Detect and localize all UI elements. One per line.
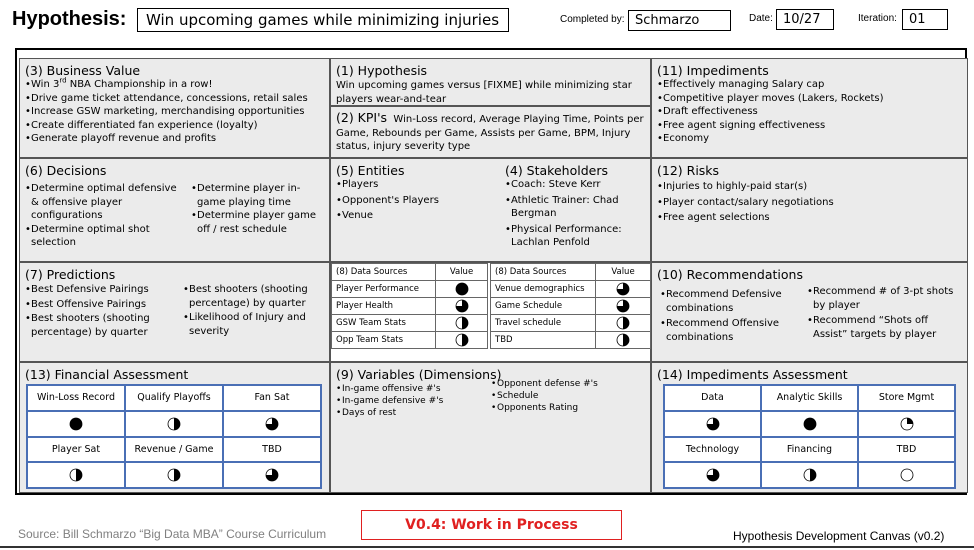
- data-source-name: GSW Team Stats: [332, 315, 436, 332]
- predictions-title: (7) Predictions: [25, 267, 116, 282]
- data-source-row: [332, 281, 488, 298]
- financial-assessment-grid: [26, 384, 322, 489]
- decision-item: • Determine player in-game playing time: [191, 182, 319, 209]
- assessment-label: Revenue / Game: [125, 437, 223, 463]
- prediction-item: • Best Defensive Pairings: [25, 283, 175, 297]
- stakeholder-item: • Physical Performance: Lachlan Penfold: [505, 223, 645, 250]
- harvey-ball-icon: [616, 299, 630, 313]
- business-value-item: • Increase GSW marketing, merchandising opportunities: [25, 105, 324, 119]
- risks-title: (12) Risks: [657, 163, 720, 178]
- recommendations-title: (10) Recommendations: [657, 267, 803, 282]
- variable-item: • Schedule: [491, 390, 641, 402]
- variable-item: • In-game defensive #'s: [336, 395, 486, 407]
- data-source-value: [596, 281, 651, 298]
- harvey-ball-icon: [900, 468, 914, 482]
- data-source-row: [491, 298, 651, 315]
- data-source-name: Player Health: [332, 298, 436, 315]
- predictions-list-right: [183, 283, 323, 338]
- harvey-ball-icon: [265, 417, 279, 431]
- risks-list: [657, 180, 962, 225]
- data-sources-table-right: [490, 263, 651, 349]
- variables-section: [330, 362, 651, 493]
- decisions-list-left: [25, 182, 185, 250]
- data-sources-header: (8) Data Sources: [491, 264, 596, 281]
- assessment-rating: [223, 411, 321, 437]
- recommendation-item: • Recommend Offensive combinations: [660, 317, 800, 344]
- harvey-ball-icon: [803, 468, 817, 482]
- decision-item: • Determine optimal defensive & offensive player configurations: [25, 182, 185, 223]
- harvey-ball-icon: [706, 468, 720, 482]
- impediments-assessment-section: [651, 362, 968, 493]
- canvas-frame: [15, 48, 967, 495]
- assessment-rating: [125, 462, 223, 488]
- data-source-name: Opp Team Stats: [332, 332, 436, 349]
- assessment-label: Data: [664, 385, 761, 411]
- canvas-title: Hypothesis:: [12, 8, 127, 30]
- harvey-ball-icon: [900, 417, 914, 431]
- hypothesis-field[interactable]: Win upcoming games while minimizing injuries: [137, 8, 509, 32]
- harvey-ball-icon: [616, 282, 630, 296]
- harvey-ball-icon: [455, 282, 469, 296]
- assessment-label: TBD: [858, 437, 955, 463]
- impediment-item: • Competitive player moves (Lakers, Rockets): [657, 92, 962, 106]
- data-source-name: Venue demographics: [491, 281, 596, 298]
- source-citation: Source: Bill Schmarzo “Big Data MBA” Course Curriculum: [18, 527, 327, 541]
- data-source-name: Player Performance: [332, 281, 436, 298]
- business-value-item: • Create differentiated fan experience (loyalty): [25, 119, 324, 133]
- canvas-version: Hypothesis Development Canvas (v0.2): [733, 529, 945, 543]
- harvey-ball-icon: [803, 417, 817, 431]
- entity-item: • Venue: [336, 209, 496, 223]
- impediments-list: [657, 78, 962, 146]
- assessment-label: Player Sat: [27, 437, 125, 463]
- predictions-section: [19, 262, 330, 362]
- recommendations-list-left: [660, 288, 800, 344]
- assessment-rating: [761, 462, 858, 488]
- impediments-assessment-grid: [663, 384, 956, 489]
- data-source-value: [436, 315, 488, 332]
- harvey-ball-icon: [616, 333, 630, 347]
- business-value-item: • Generate playoff revenue and profits: [25, 132, 324, 146]
- harvey-ball-icon: [69, 417, 83, 431]
- decisions-title: (6) Decisions: [25, 163, 107, 178]
- business-value-list: [25, 78, 324, 146]
- harvey-ball-icon: [455, 316, 469, 330]
- variables-list-right: [491, 378, 641, 414]
- hypothesis-text: Win upcoming games versus [FIXME] while minimizing star players wear-and-tear: [336, 80, 632, 105]
- data-sources-header: (8) Data Sources: [332, 264, 436, 281]
- data-source-row: [491, 315, 651, 332]
- value-header: Value: [596, 264, 651, 281]
- data-source-row: [332, 315, 488, 332]
- data-source-row: [491, 281, 651, 298]
- kpi-title: (2) KPI's: [336, 110, 388, 125]
- data-source-row: [332, 298, 488, 315]
- impediment-item: • Effectively managing Salary cap: [657, 78, 962, 92]
- harvey-ball-icon: [265, 468, 279, 482]
- variable-item: • Days of rest: [336, 407, 486, 419]
- recommendations-section: [651, 262, 968, 362]
- data-source-name: Game Schedule: [491, 298, 596, 315]
- variable-item: • Opponent defense #'s: [491, 378, 641, 390]
- kpi-section: [330, 106, 651, 158]
- risks-section: [651, 158, 968, 262]
- entities-block: [336, 163, 496, 223]
- prediction-item: • Likelihood of Injury and severity: [183, 311, 323, 338]
- impediment-item: • Draft effectiveness: [657, 105, 962, 119]
- decision-item: • Determine optimal shot selection: [25, 223, 185, 250]
- value-header: Value: [436, 264, 488, 281]
- risk-item: • Player contact/salary negotiations: [657, 196, 962, 210]
- data-sources-header-row: [491, 264, 651, 281]
- impediment-item: • Free agent signing effectiveness: [657, 119, 962, 133]
- assessment-rating: [858, 411, 955, 437]
- data-source-row: [332, 332, 488, 349]
- data-source-value: [436, 332, 488, 349]
- variables-title: (9) Variables (Dimensions): [336, 367, 502, 382]
- harvey-ball-icon: [616, 316, 630, 330]
- prediction-item: • Best Offensive Pairings: [25, 298, 175, 312]
- iteration-label: Iteration:: [858, 13, 897, 24]
- entity-item: • Players: [336, 178, 496, 192]
- impediments-section: [651, 58, 968, 158]
- assessment-label: Win-Loss Record: [27, 385, 125, 411]
- hypothesis-title: (1) Hypothesis: [336, 63, 428, 78]
- data-source-value: [596, 298, 651, 315]
- harvey-ball-icon: [706, 417, 720, 431]
- harvey-ball-icon: [69, 468, 83, 482]
- assessment-rating: [761, 411, 858, 437]
- assessment-label: Analytic Skills: [761, 385, 858, 411]
- harvey-ball-icon: [455, 333, 469, 347]
- stakeholders-list: [505, 178, 645, 250]
- recommendation-item: • Recommend # of 3-pt shots by player: [807, 285, 957, 312]
- risk-item: • Injuries to highly-paid star(s): [657, 180, 962, 194]
- iteration-field[interactable]: 01: [902, 9, 948, 30]
- assessment-rating: [125, 411, 223, 437]
- entities-stakeholders-section: [330, 158, 651, 262]
- data-source-name: TBD: [491, 332, 596, 349]
- variable-item: • Opponents Rating: [491, 402, 641, 414]
- financial-assessment-section: [19, 362, 330, 493]
- business-value-section: [19, 58, 330, 158]
- impediments-title: (11) Impediments: [657, 63, 769, 78]
- hypothesis-section: [330, 58, 651, 106]
- impediments-assessment-title: (14) Impediments Assessment: [657, 367, 848, 382]
- data-source-value: [436, 281, 488, 298]
- impediment-item: • Economy: [657, 132, 962, 146]
- data-source-row: [491, 332, 651, 349]
- assessment-label: Fan Sat: [223, 385, 321, 411]
- harvey-ball-icon: [167, 468, 181, 482]
- data-source-name: Travel schedule: [491, 315, 596, 332]
- recommendations-list-right: [807, 285, 957, 341]
- data-sources-section: [330, 262, 651, 362]
- assessment-rating: [664, 411, 761, 437]
- data-source-value: [436, 298, 488, 315]
- assessment-rating: [223, 462, 321, 488]
- decisions-list-right: [191, 182, 319, 236]
- assessment-label: TBD: [223, 437, 321, 463]
- entities-title: (5) Entities: [336, 163, 405, 178]
- stakeholder-item: • Athletic Trainer: Chad Bergman: [505, 194, 645, 221]
- decision-item: • Determine player game off / rest schedule: [191, 209, 319, 236]
- date-label: Date:: [749, 13, 773, 24]
- data-sources-header-row: [332, 264, 488, 281]
- assessment-label: Store Mgmt: [858, 385, 955, 411]
- assessment-rating: [27, 411, 125, 437]
- recommendation-item: • Recommend “Shots off Assist” targets by player: [807, 314, 957, 341]
- completed-by-field[interactable]: Schmarzo: [628, 10, 731, 31]
- assessment-rating: [858, 462, 955, 488]
- business-value-item: • Drive game ticket attendance, concessions, retail sales: [25, 92, 324, 106]
- financial-assessment-title: (13) Financial Assessment: [25, 367, 189, 382]
- kpi-text: Win-Loss record, Average Playing Time, Points per Game, Rebounds per Game, Assists per Game, BPM, Injury status, injury severity type: [336, 114, 644, 152]
- entities-list: [336, 178, 496, 223]
- date-field[interactable]: 10/27: [776, 9, 834, 30]
- entity-item: • Opponent's Players: [336, 194, 496, 208]
- data-source-value: [596, 315, 651, 332]
- footer-divider: [0, 546, 974, 548]
- stakeholder-item: • Coach: Steve Kerr: [505, 178, 645, 192]
- decisions-section: [19, 158, 330, 262]
- assessment-rating: [27, 462, 125, 488]
- stakeholders-block: [505, 163, 645, 250]
- data-sources-table-left: [331, 263, 488, 349]
- assessment-label: Technology: [664, 437, 761, 463]
- status-badge: V0.4: Work in Process: [361, 510, 622, 540]
- risk-item: • Free agent selections: [657, 211, 962, 225]
- assessment-label: Qualify Playoffs: [125, 385, 223, 411]
- prediction-item: • Best shooters (shooting percentage) by quarter: [183, 283, 323, 310]
- stakeholders-title: (4) Stakeholders: [505, 163, 608, 178]
- business-value-title: (3) Business Value: [25, 63, 141, 78]
- variables-list-left: [336, 383, 486, 419]
- assessment-label: Financing: [761, 437, 858, 463]
- assessment-rating: [664, 462, 761, 488]
- variable-item: • In-game offensive #'s: [336, 383, 486, 395]
- data-source-value: [596, 332, 651, 349]
- completed-by-label: Completed by:: [560, 14, 625, 25]
- prediction-item: • Best shooters (shooting percentage) by quarter: [25, 312, 175, 339]
- harvey-ball-icon: [167, 417, 181, 431]
- recommendation-item: • Recommend Defensive combinations: [660, 288, 800, 315]
- predictions-list-left: [25, 283, 175, 339]
- harvey-ball-icon: [455, 299, 469, 313]
- business-value-item: • Win 3rd NBA Championship in a row!: [25, 78, 324, 92]
